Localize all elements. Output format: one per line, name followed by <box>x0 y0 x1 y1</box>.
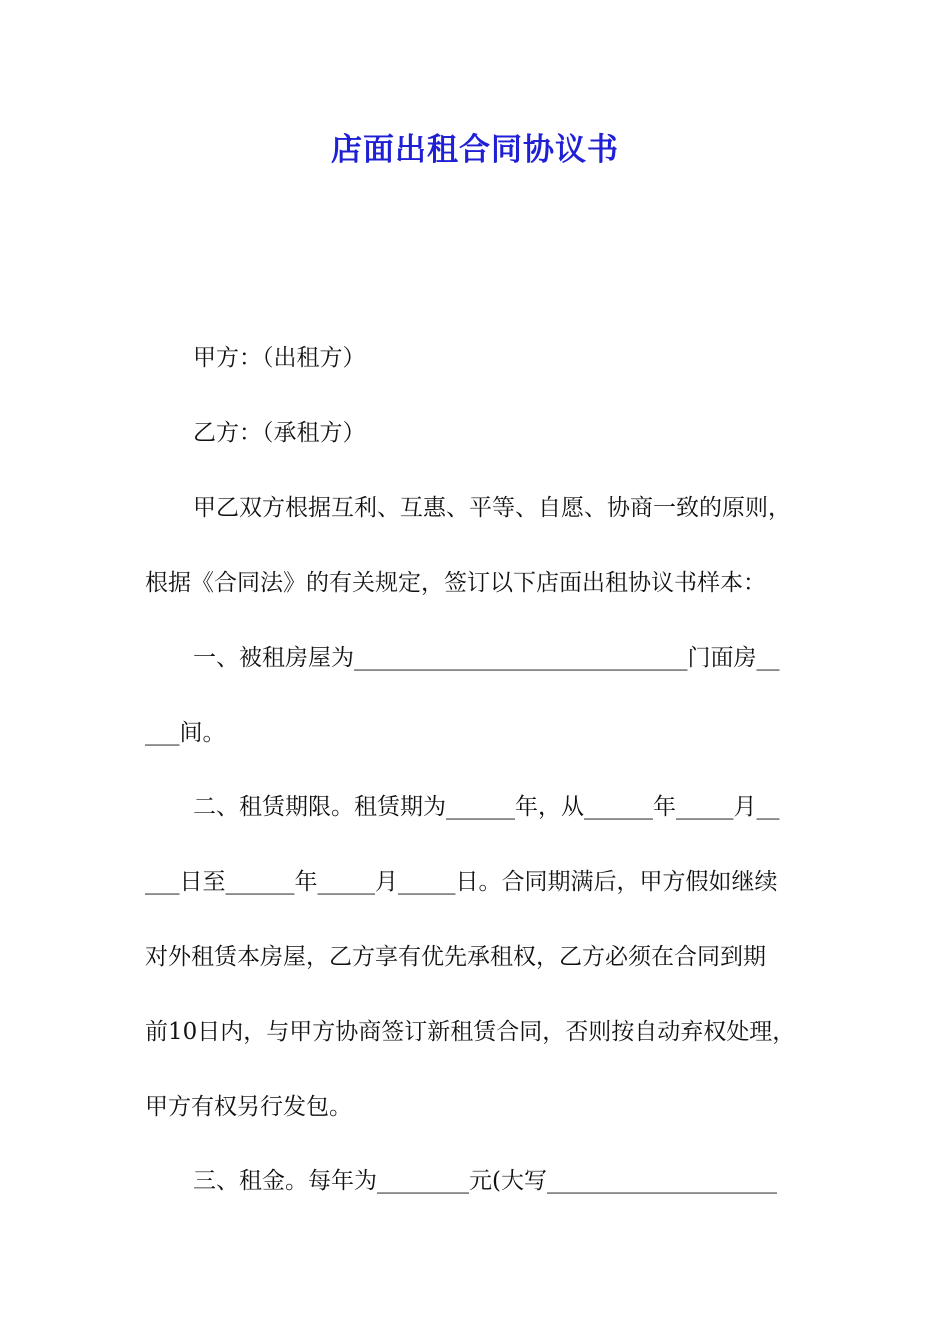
preamble-line-1: 甲乙双方根据互利、互惠、平等、自愿、协商一致的原则， <box>193 495 791 521</box>
clause-3-line-1: 三、租金。每年为________元(大写____________________ <box>193 1168 777 1194</box>
document-title: 店面出租合同协议书 <box>331 132 619 168</box>
clause-2-line-4: 前10日内，与甲方协商签订新租赁合同，否则按自动弃权处理， <box>145 1019 796 1045</box>
clause-1-line-2: ___间。 <box>145 720 226 746</box>
clause-2-line-5: 甲方有权另行发包。 <box>145 1094 352 1120</box>
clause-1-line-1: 一、被租房屋为_____________________________门面房__ <box>193 645 780 671</box>
party-b-line: 乙方：（承租方） <box>193 420 366 446</box>
party-a-line: 甲方：（出租方） <box>193 345 366 371</box>
clause-2-line-1: 二、租赁期限。租赁期为______年，从______年_____月__ <box>193 794 780 820</box>
clause-2-line-3: 对外租赁本房屋，乙方享有优先承租权，乙方必须在合同到期 <box>145 944 766 970</box>
clause-2-line-2: ___日至______年_____月_____日。合同期满后，甲方假如继续 <box>145 869 778 895</box>
preamble-line-2: 根据《合同法》的有关规定，签订以下店面出租协议书样本： <box>145 570 766 596</box>
